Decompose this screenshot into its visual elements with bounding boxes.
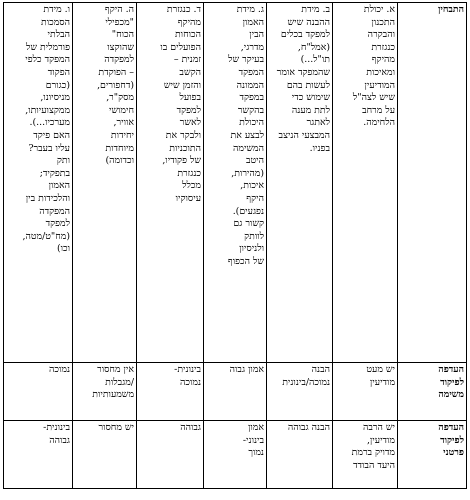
header-cell-c: ג. מידת האמון הבין מדרגי, בעיקר של המפקד הממונה במפקד בהקשר היכולת לבצע את המשימה היטב (מהירות, איכות, היקף נפגעים). קשור גם לוותק ולניסיון של הכפוף — [204, 3, 267, 363]
header-cell-a: א. יכולת התכנון והבקרה כנגזרת מהיקף ומאיכות המודיעין שיש לצה"ל על מרחב הלחימה. — [333, 3, 398, 363]
table-cell: בינונית- נמוכה — [137, 363, 204, 421]
table-cell: הבנה נמוכה/בינונית — [267, 363, 333, 421]
comparison-table — [3, 2, 467, 489]
document-page — [3, 2, 466, 496]
table-cell: נמוכה — [4, 363, 73, 421]
header-cell-criterion: התבחין — [398, 3, 467, 363]
table-header-row — [4, 3, 467, 363]
table-cell: גבוהה — [137, 421, 204, 489]
row-label-cell: העדפה לפיקוד משימה — [398, 363, 467, 421]
header-cell-b: ב. מידת ההבנה שיש למפקד בכלים (אמל"ח, תו"ל...) שהמפקד אומר לעשות בהם שימוש כדי לתת מענה לאתגר המבצעי הניצב בפניו. — [267, 3, 333, 363]
table-row — [4, 363, 467, 421]
table-cell: אמון בינוני- נמוך — [204, 421, 267, 489]
table-cell: יש מעט מודיעין — [333, 363, 398, 421]
table-cell: אמון גבוה — [204, 363, 267, 421]
row-label-cell: העדפה לפיקוד פרטני — [398, 421, 467, 489]
header-cell-f: ו. מידת הסמכות הבלתי פורמלית של המפקד כלפי הפקוד (כגורם מניסיונו, ממקצועיותו, מערכיו...). האם פיקד עליו בעבר? ותק בתפקיד; האמון והלכידות בין המפקדה למפקד (מח"ט/מטה, וכו) — [4, 3, 73, 363]
header-cell-e: ה. היקף "מכפילי הכוח" שהוקצו למפקדה – הפוקדת (דחפורים, מסק"ר, חימושי אוויר, יחידות מיוחדות וכדומה) — [73, 3, 137, 363]
header-cell-d: ד. כנגזרת מהיקף הכוחות הפועלים בו זמנית – הקשב והזמן שיש בפועל למפקד לאשר ולבקר את התוכניות של פקודיו, כנגזרת מכלל עיסוקיו — [137, 3, 204, 363]
table-cell: בינונית- גבוהה — [4, 421, 73, 489]
table-cell: יש הרבה מודיעין, מדויק ברמת היעד הבודד — [333, 421, 398, 489]
table-cell: הבנה גבוהה — [267, 421, 333, 489]
table-cell: יש מחסור — [73, 421, 137, 489]
table-cell: אין מחסור /מגבלות משמעותיות — [73, 363, 137, 421]
table-row — [4, 421, 467, 489]
